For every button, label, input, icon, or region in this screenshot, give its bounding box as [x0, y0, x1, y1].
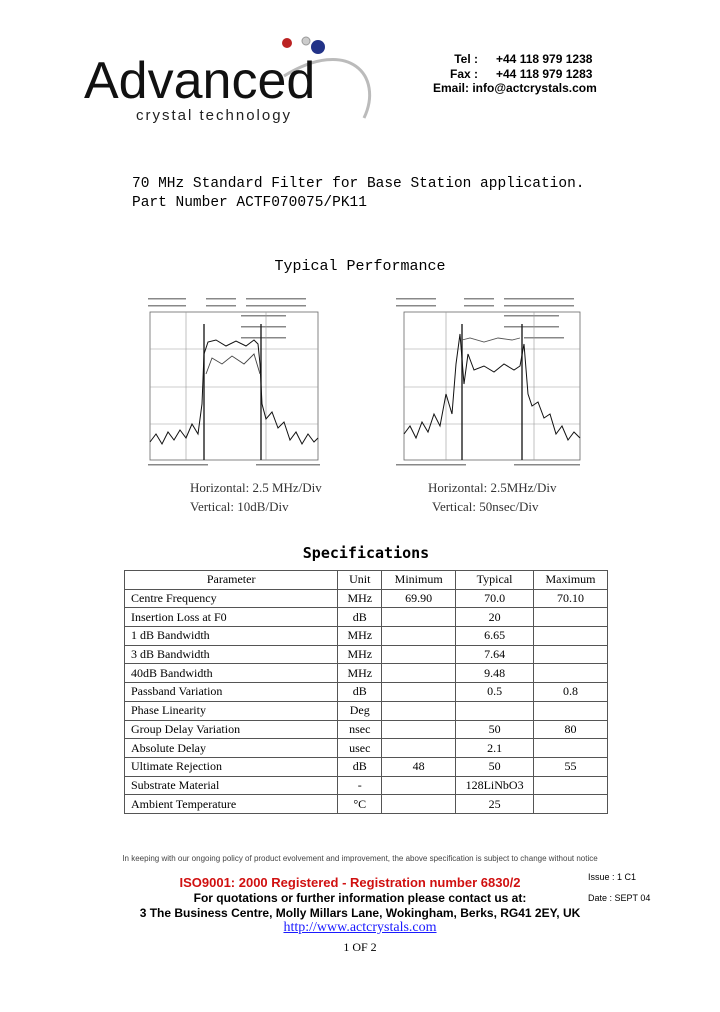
cell-maximum	[534, 739, 608, 758]
cell-parameter: Insertion Loss at F0	[125, 608, 338, 627]
fax-label: Fax :	[449, 67, 478, 81]
cell-minimum	[382, 739, 456, 758]
cell-parameter: 3 dB Bandwidth	[125, 645, 338, 664]
website-link[interactable]: http://www.actcrystals.com	[283, 920, 437, 935]
plot1-vertical-scale: Vertical: 10dB/Div	[190, 499, 289, 514]
document-title: 70 MHz Standard Filter for Base Station application.	[132, 176, 585, 192]
cell-typical: 70.0	[456, 589, 534, 608]
cell-parameter: Phase Linearity	[125, 701, 338, 720]
cell-typical: 2.1	[456, 739, 534, 758]
cell-parameter: Ambient Temperature	[125, 795, 338, 814]
issue-number: Issue : 1 C1	[588, 872, 637, 882]
company-address: 3 The Business Centre, Molly Millars Lane, Wokingham, Berks, RG41 2EY, UK	[139, 906, 581, 920]
cell-unit: -	[338, 776, 382, 795]
issue-date: Date : SEPT 04	[588, 893, 651, 903]
cell-maximum	[534, 608, 608, 627]
table-row	[125, 795, 608, 814]
cell-parameter: Substrate Material	[125, 776, 338, 795]
cell-maximum	[534, 645, 608, 664]
cell-maximum	[534, 776, 608, 795]
email-line: Email: info@actcrystals.com	[433, 81, 597, 95]
performance-heading: Typical Performance	[274, 258, 446, 275]
cell-parameter: Ultimate Rejection	[125, 757, 338, 776]
cell-unit: MHz	[338, 589, 382, 608]
cell-typical: 20	[456, 608, 534, 627]
company-logo	[84, 36, 384, 136]
cell-unit: dB	[338, 683, 382, 702]
cell-typical: 50	[456, 757, 534, 776]
cell-minimum	[382, 664, 456, 683]
cell-parameter: Group Delay Variation	[125, 720, 338, 739]
table-row	[125, 739, 608, 758]
fax-value: +44 118 979 1283	[496, 67, 593, 81]
cell-unit: °C	[338, 795, 382, 814]
cell-minimum	[382, 645, 456, 664]
header-minimum: Minimum	[382, 571, 456, 590]
logo-tagline: crystal technology	[136, 107, 293, 124]
specifications-table	[124, 570, 608, 814]
cell-minimum	[382, 683, 456, 702]
cell-maximum	[534, 701, 608, 720]
plot1-horizontal-scale: Horizontal: 2.5 MHz/Div	[190, 480, 322, 495]
cell-maximum	[534, 627, 608, 646]
cell-unit: dB	[338, 608, 382, 627]
specifications-heading: Specifications	[302, 544, 430, 562]
cell-parameter: 40dB Bandwidth	[125, 664, 338, 683]
quotation-text: For quotations or further information please contact us at:	[193, 891, 527, 905]
tel-label: Tel :	[454, 52, 478, 66]
table-row	[125, 645, 608, 664]
tel-value: +44 118 979 1238	[496, 52, 593, 66]
table-row	[125, 683, 608, 702]
cell-typical	[456, 701, 534, 720]
group-delay-plot	[394, 294, 584, 472]
cell-minimum	[382, 627, 456, 646]
cell-minimum	[382, 776, 456, 795]
header-typical: Typical	[456, 571, 534, 590]
cell-typical: 9.48	[456, 664, 534, 683]
cell-unit: dB	[338, 757, 382, 776]
logo-word: Advanced	[84, 52, 316, 110]
amplitude-plot	[146, 294, 322, 472]
cell-unit: MHz	[338, 627, 382, 646]
header-parameter: Parameter	[125, 571, 338, 590]
cell-maximum	[534, 664, 608, 683]
page-number: 1 OF 2	[343, 940, 377, 954]
cell-typical: 128LiNbO3	[456, 776, 534, 795]
cell-unit: MHz	[338, 645, 382, 664]
cell-typical: 6.65	[456, 627, 534, 646]
table-row	[125, 776, 608, 795]
cell-typical: 7.64	[456, 645, 534, 664]
disclaimer-text: In keeping with our ongoing policy of product evolvement and improvement, the above specification is subject to change without notice	[122, 854, 598, 863]
table-row	[125, 627, 608, 646]
header-unit: Unit	[338, 571, 382, 590]
cell-typical: 0.5	[456, 683, 534, 702]
cell-maximum	[534, 795, 608, 814]
table-row	[125, 608, 608, 627]
header-maximum: Maximum	[534, 571, 608, 590]
part-number: Part Number ACTF070075/PK11	[132, 195, 367, 211]
plot2-horizontal-scale: Horizontal: 2.5MHz/Div	[428, 480, 557, 495]
cell-unit: Deg	[338, 701, 382, 720]
cell-minimum: 48	[382, 757, 456, 776]
cell-minimum	[382, 720, 456, 739]
cell-typical: 50	[456, 720, 534, 739]
cell-minimum	[382, 795, 456, 814]
cell-maximum: 55	[534, 757, 608, 776]
table-row	[125, 701, 608, 720]
cell-parameter: Centre Frequency	[125, 589, 338, 608]
cell-parameter: Passband Variation	[125, 683, 338, 702]
cell-maximum: 0.8	[534, 683, 608, 702]
cell-unit: usec	[338, 739, 382, 758]
plot2-vertical-scale: Vertical: 50nsec/Div	[432, 499, 539, 514]
cell-unit: MHz	[338, 664, 382, 683]
table-row	[125, 757, 608, 776]
table-row	[125, 720, 608, 739]
iso-registration: ISO9001: 2000 Registered - Registration number 6830/2	[179, 875, 521, 890]
table-row	[125, 589, 608, 608]
cell-maximum: 70.10	[534, 589, 608, 608]
table-header-row	[125, 571, 608, 590]
table-row	[125, 664, 608, 683]
cell-typical: 25	[456, 795, 534, 814]
cell-parameter: Absolute Delay	[125, 739, 338, 758]
cell-maximum: 80	[534, 720, 608, 739]
cell-unit: nsec	[338, 720, 382, 739]
cell-minimum	[382, 608, 456, 627]
cell-parameter: 1 dB Bandwidth	[125, 627, 338, 646]
cell-minimum: 69.90	[382, 589, 456, 608]
cell-minimum	[382, 701, 456, 720]
